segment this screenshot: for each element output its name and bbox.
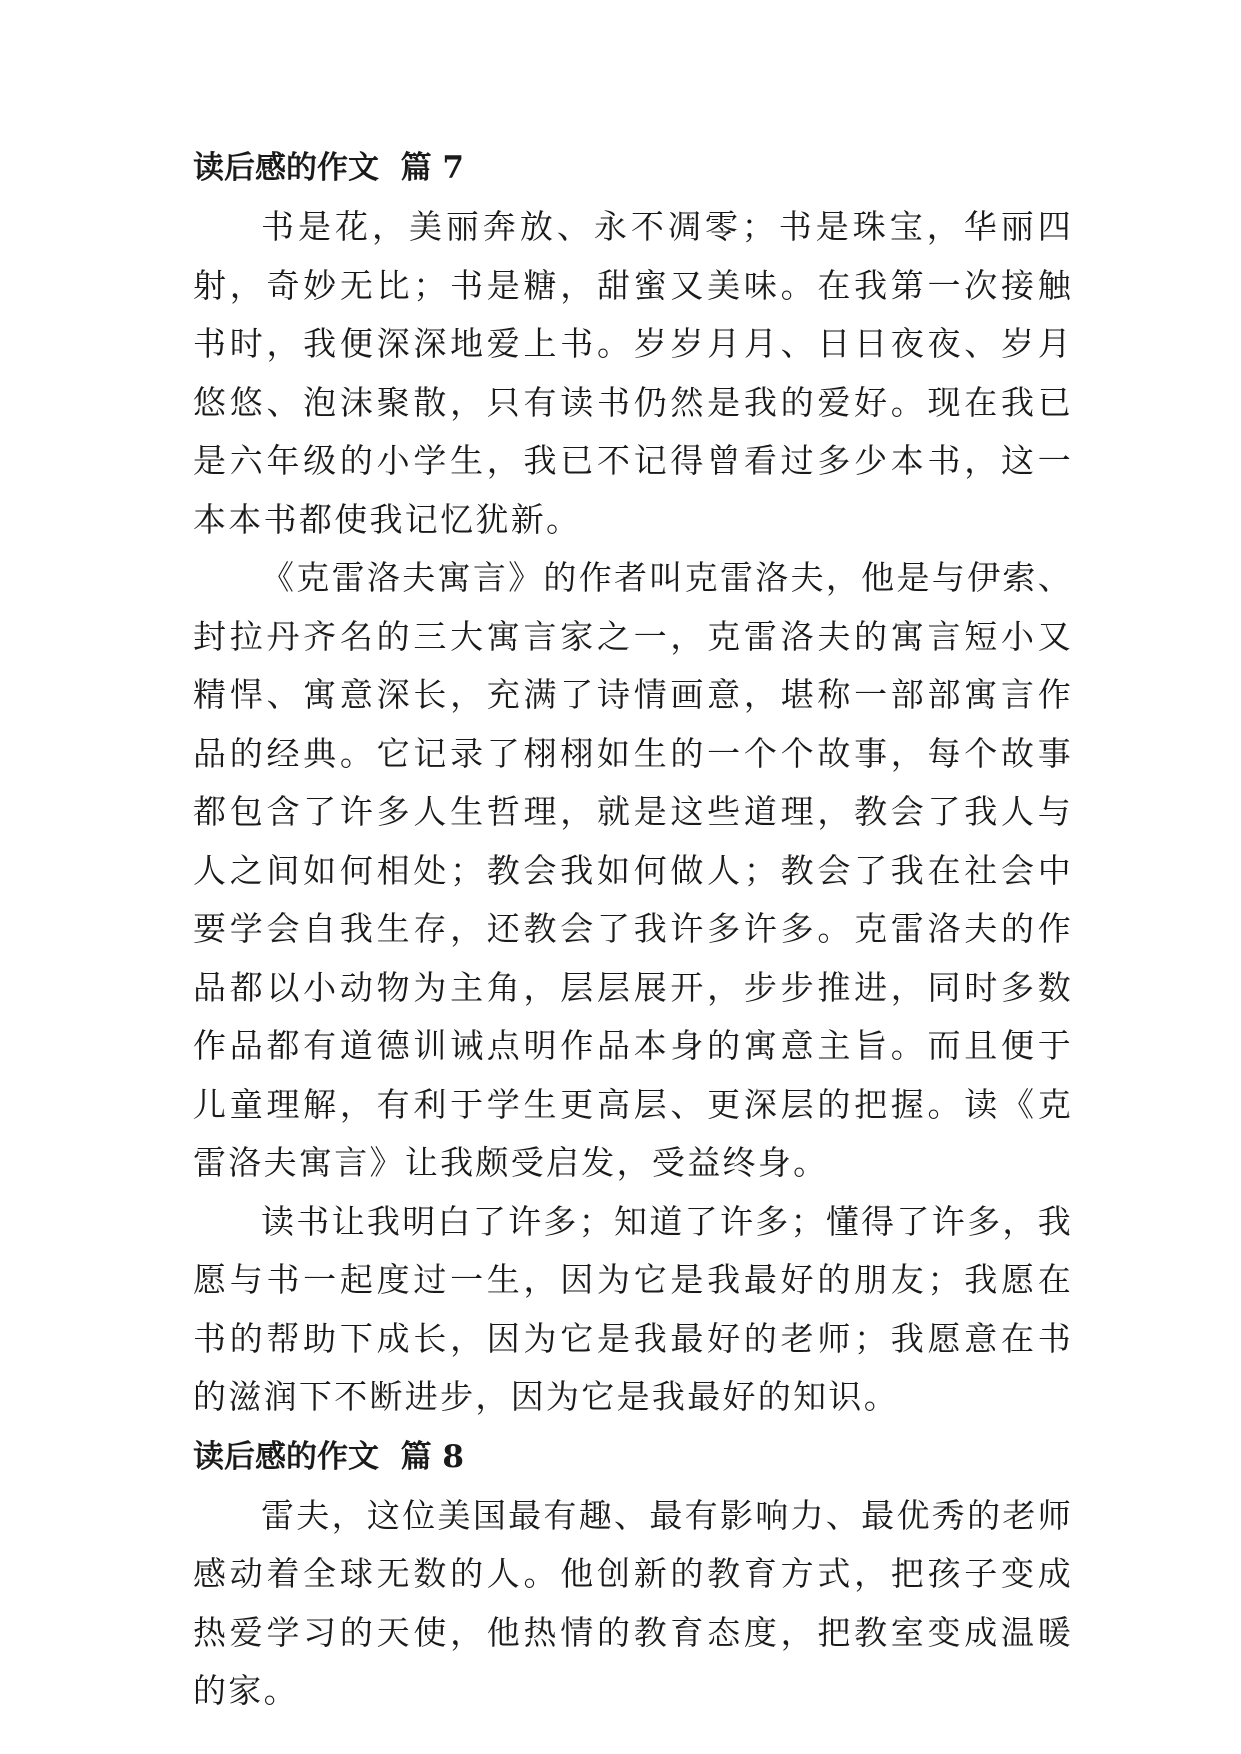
section-heading: 读后感的作文 篇 7 (193, 150, 464, 186)
paragraph: 雷夫，这位美国最有趣、最有影响力、最优秀的老师感动着全球无数的人。他创新的教育方式，把孩子变成热爱学习的天使，他热情的教育态度，把教室变成温暖的家。 (193, 1495, 1073, 1710)
section-heading: 读后感的作文 篇 8 (193, 1438, 464, 1475)
paragraph: 读书让我明白了许多；知道了许多；懂得了许多，我愿与书一起度过一生，因为它是我最好的朋友；我愿在书的帮助下成长，因为它是我最好的老师；我愿意在书的滋润下不断进步，因为它是我最好的知识。 (193, 1201, 1073, 1416)
essay-section-8 (193, 1427, 1073, 1721)
paragraph: 书是花，美丽奔放、永不凋零；书是珠宝，华丽四射，奇妙无比；书是糖，甜蜜又美味。在我第一次接触书时，我便深深地爱上书。岁岁月月、日日夜夜、岁月悠悠、泡沫聚散，只有读书仍然是我的爱好。现在我已是六年级的小学生，我已不记得曾看过多少本书，这一本本书都使我记忆犹新。 (193, 207, 1073, 539)
paragraph: 《克雷洛夫寓言》的作者叫克雷洛夫，他是与伊索、封拉丹齐名的三大寓言家之一，克雷洛夫的寓言短小又精悍、寓意深长，充满了诗情画意，堪称一部部寓言作品的经典。它记录了栩栩如生的一个个故事，每个故事都包含了许多人生哲理，就是这些道理，教会了我人与人之间如何相处；教会我如何做人；教会了我在社会中要学会自我生存，还教会了我许多许多。克雷洛夫的作品都以小动物为主角，层层展开，步步推进，同时多数作品都有道德训诫点明作品本身的寓意主旨。而且便于儿童理解，有利于学生更高层、更深层的把握。读《克雷洛夫寓言》让我颇受启发，受益终身。 (193, 558, 1073, 1182)
essay-section-7 (193, 138, 1073, 1427)
document-page (193, 138, 1073, 1721)
